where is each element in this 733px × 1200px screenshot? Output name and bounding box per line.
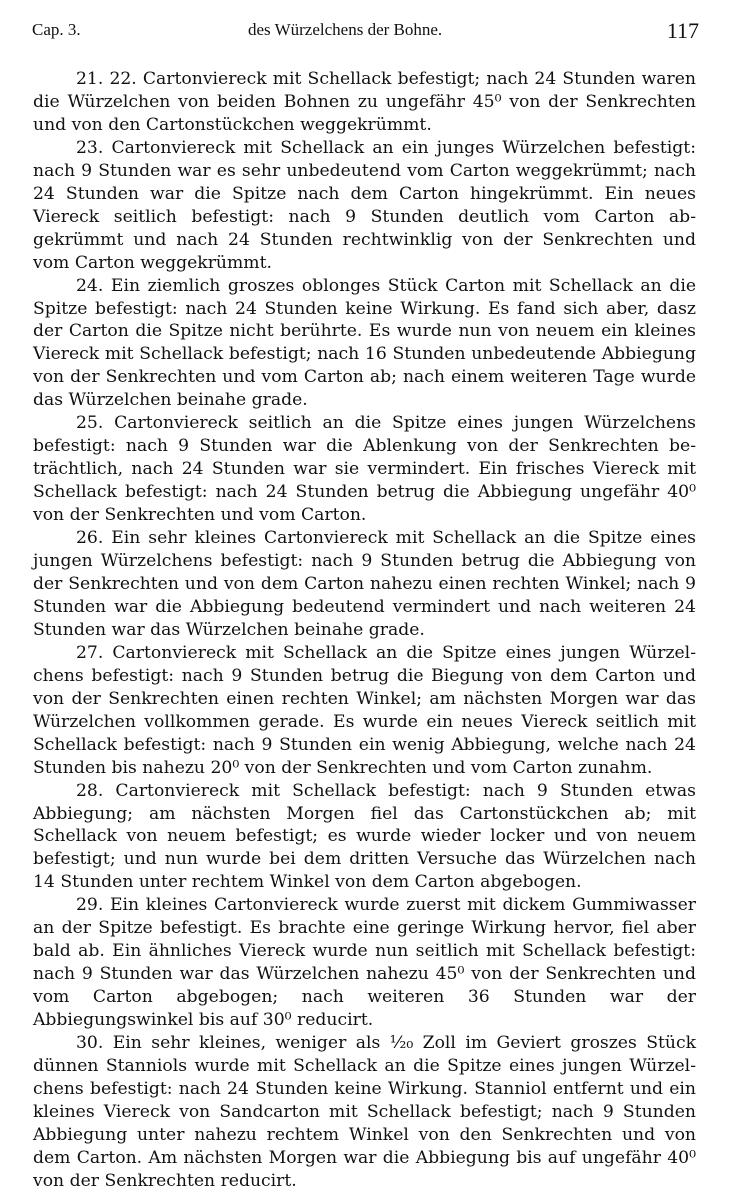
page-header: [32, 18, 699, 48]
paragraph-23: 23. Cartonviereck mit Schellack an ein junges Würzelchen befestigt: nach 9 Stunden war es sehr unbedeutend vom Carton weggekrümmt; nach 24 Stunden war die Spitze nach dem Carton hingekrümmt. Ein neues Viereck seitlich befestigt: nach 9 Stunden deutlich vom Carton abgekrümmt und nach 24 Stunden rechtwinklig von der Senkrechten und vom Carton weggekrümmt.: [33, 137, 696, 273]
paragraph-28: 28. Cartonviereck mit Schellack befestigt: nach 9 Stunden etwas Abbiegung; am nächsten Morgen fiel das Cartonstückchen ab; mit Schellack von neuem befestigt; es wurde wieder locker und von neuem befestigt; und nun wurde bei dem dritten Versuche das Würzelchen nach 14 Stunden unter rechtem Winkel von dem Carton abgebogen.: [33, 780, 696, 893]
chapter-label: Cap. 3.: [32, 20, 81, 39]
paragraph-24: 24. Ein ziemlich groszes oblonges Stück Carton mit Schellack an die Spitze befestigt: nach 24 Stunden keine Wirkung. Es fand sich aber, dasz der Carton die Spitze nicht berührte. Es wurde nun von neuem ein kleines Viereck mit Schellack befestigt; nach 16 Stunden unbedeutende Abbiegung von der Senkrechten und vom Carton ab; nach einem weiteren Tage wurde das Würzelchen beinahe grade.: [33, 275, 696, 411]
running-title: des Würzelchens der Bohne.: [248, 20, 443, 39]
page-number: 117: [666, 18, 699, 43]
paragraph-25: 25. Cartonviereck seitlich an die Spitze eines jungen Würzelchens befestigt: nach 9 Stunden war die Ablenkung von der Senkrechten beträchtlich, nach 24 Stunden war sie vermindert. Ein frisches Viereck mit Schellack befestigt: nach 24 Stunden betrug die Abbiegung ungefähr 40⁰ von der Senkrechten und vom Carton.: [33, 413, 696, 526]
paragraph-29: 29. Ein kleines Cartonviereck wurde zuerst mit dickem Gummiwasser an der Spitze befestigt. Es brachte eine geringe Wirkung hervor, fiel aber bald ab. Ein ähnliches Viereck wurde nun seitlich mit Schellack befestigt: nach 9 Stunden war das Würzelchen nahezu 45⁰ von der Senkrechten und vom Carton abgebogen; nach weiteren 36 Stunden war der Abbiegungswinkel bis auf 30⁰ reducirt.: [33, 895, 696, 1031]
paragraph-26: 26. Ein sehr kleines Cartonviereck mit Schellack an die Spitze eines jungen Würzelchens befestigt: nach 9 Stunden betrug die Abbiegung von der Senkrechten und von dem Carton nahezu einen rechten Winkel; nach 9 Stunden war die Abbiegung bedeutend vermindert und nach weiteren 24 Stunden war das Würzelchen beinahe grade.: [33, 528, 696, 640]
body-text: [33, 68, 696, 1193]
paragraph-21-22: 21. 22. Cartonviereck mit Schellack befestigt; nach 24 Stunden waren die Würzelchen von beiden Bohnen zu ungefähr 45⁰ von der Senkrechten und von den Cartonstückchen weggekrümmt.: [33, 69, 696, 135]
paragraph-27: 27. Cartonviereck mit Schellack an die Spitze eines jungen Würzelchens befestigt: nach 9 Stunden betrug die Biegung von dem Carton und von der Senkrechten einen rechten Winkel; am nächsten Morgen war das Würzelchen vollkommen gerade. Es wurde ein neues Viereck seitlich mit Schellack befestigt: nach 9 Stunden ein wenig Abbiegung, welche nach 24 Stunden bis nahezu 20⁰ von der Senkrechten und vom Carton zunahm.: [33, 642, 696, 778]
paragraph-30: 30. Ein sehr kleines, weniger als ¹⁄₂₀ Zoll im Geviert groszes Stück dünnen Stanniols wurde mit Schellack an die Spitze eines jungen Würzelchens befestigt: nach 24 Stunden keine Wirkung. Stanniol entfernt und ein kleines Viereck von Sandcarton mit Schellack befestigt; nach 9 Stunden Abbiegung unter nahezu rechtem Winkel von den Senkrechten und von dem Carton. Am nächsten Morgen war die Abbiegung bis auf ungefähr 40⁰ von der Senkrechten reducirt.: [33, 1033, 696, 1191]
